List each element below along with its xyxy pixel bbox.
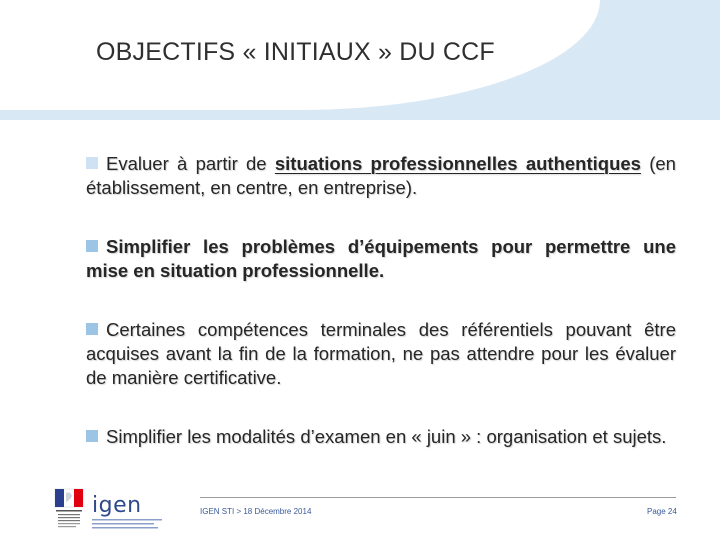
footer-divider <box>200 497 676 498</box>
bullet-2-text: Simplifier les problèmes d’équipements pour permettre une mise en situation professionnelle. <box>86 236 676 281</box>
bullet-item-2 <box>86 235 676 283</box>
slide-title: OBJECTIFS « INITIAUX » DU CCF <box>96 38 495 66</box>
bullet-1-emphasis: situations professionnelles authentiques <box>274 153 641 174</box>
bullet-item-3 <box>86 318 676 390</box>
igen-logo <box>92 495 172 538</box>
bullet-1-text-a: Evaluer à partir de <box>106 153 275 174</box>
bullet-3-text: Certaines compétences terminales des référentiels pouvant être acquises avant la fin de la formation, ne pas attendre pour les évaluer de manière certificative. <box>86 319 676 388</box>
bullet-item-4 <box>86 425 676 449</box>
igen-logo-subtitle-graphic <box>92 517 172 533</box>
republique-francaise-logo <box>50 487 88 531</box>
square-bullet-icon <box>86 157 98 169</box>
square-bullet-icon <box>86 240 98 252</box>
footer-text: IGEN STI > 18 Décembre 2014 <box>200 507 312 516</box>
page-number: Page 24 <box>647 507 677 516</box>
bullet-4-text: Simplifier les modalités d’examen en « juin » : organisation et sujets. <box>106 426 667 447</box>
igen-logo-text: igen <box>92 493 142 518</box>
square-bullet-icon <box>86 323 98 335</box>
square-bullet-icon <box>86 430 98 442</box>
bullet-list <box>86 152 676 484</box>
bullet-item-1 <box>86 152 676 200</box>
bullet-1-text-b: (en établissement, en centre, en entreprise). <box>86 153 676 198</box>
